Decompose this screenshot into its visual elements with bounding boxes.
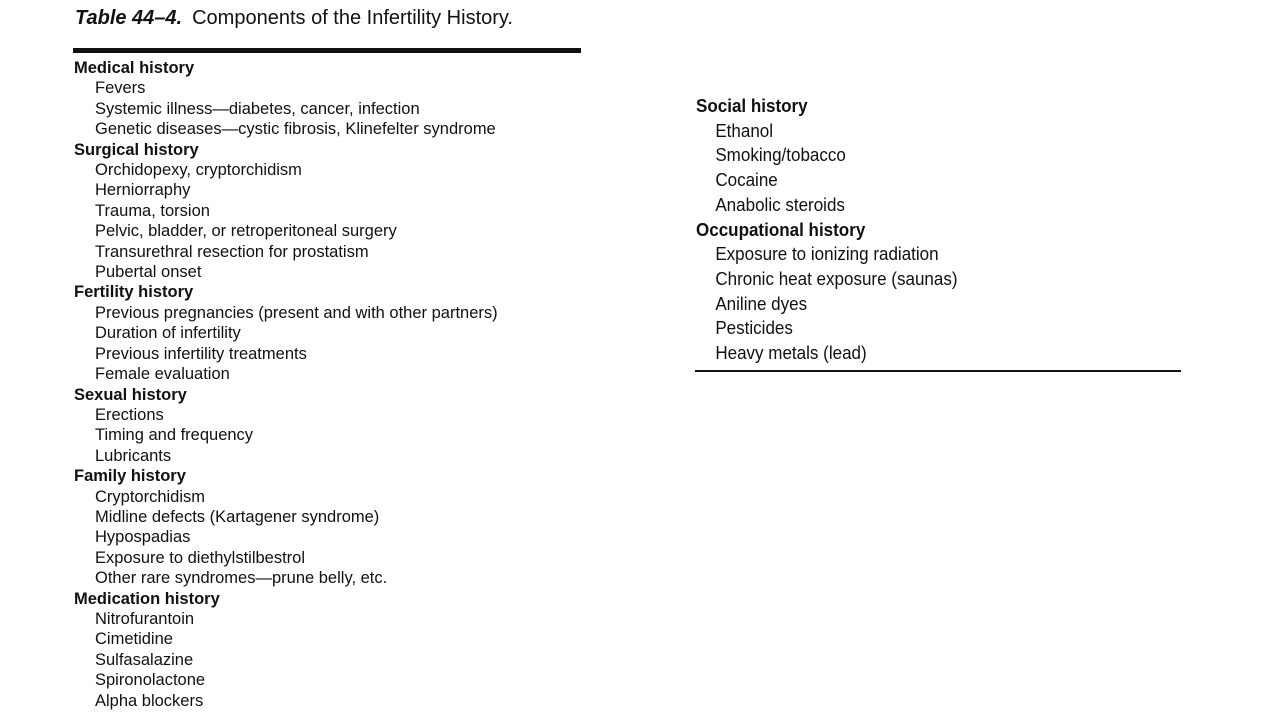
list-item: Systemic illness—diabetes, cancer, infection: [95, 99, 420, 118]
list-item: Pubertal onset: [95, 263, 202, 282]
list-item: Herniorraphy: [95, 181, 191, 200]
left-column: [74, 58, 498, 711]
list-item: Pelvic, bladder, or retroperitoneal surgery: [95, 222, 397, 241]
list-item: Midline defects (Kartagener syndrome): [95, 507, 380, 526]
list-item: Pesticides: [715, 317, 793, 339]
list-item: Female evaluation: [95, 365, 230, 384]
list-item: Timing and frequency: [95, 426, 254, 445]
list-item: Duration of infertility: [95, 324, 241, 343]
list-item: Exposure to ionizing radiation: [715, 243, 939, 265]
list-item: Genetic diseases—cystic fibrosis, Klinefelter syndrome: [95, 120, 496, 139]
list-item: Cryptorchidism: [95, 487, 206, 506]
list-item: Exposure to diethylstilbestrol: [95, 548, 306, 567]
right-column: [696, 94, 958, 366]
list-item: Smoking/tobacco: [715, 144, 846, 166]
section-heading-sexual-history: Sexual history: [74, 385, 187, 404]
list-item: Previous infertility treatments: [95, 344, 307, 363]
section-heading-medical-history: Medical history: [74, 59, 195, 77]
table-title: Components of the Infertility History.: [192, 7, 513, 29]
list-item: Heavy metals (lead): [715, 342, 867, 364]
list-item: Chronic heat exposure (saunas): [715, 267, 958, 289]
section-heading-family-history: Family history: [74, 467, 186, 486]
section-heading-occupational-history: Occupational history: [696, 218, 866, 240]
list-item: Transurethral resection for prostatism: [95, 242, 369, 261]
list-item: Other rare syndromes—prune belly, etc.: [95, 569, 388, 588]
table-bottom-rule: [695, 370, 1181, 372]
section-heading-fertility-history: Fertility history: [74, 283, 194, 302]
list-item: Alpha blockers: [95, 691, 204, 710]
list-item: Fevers: [95, 79, 146, 98]
list-item: Previous pregnancies (present and with other partners): [95, 303, 498, 322]
table-caption: [75, 5, 513, 31]
list-item: Hypospadias: [95, 528, 191, 547]
list-item: Spironolactone: [95, 671, 206, 690]
list-item: Erections: [95, 405, 164, 424]
list-item: Cimetidine: [95, 630, 173, 649]
list-item: Orchidopexy, cryptorchidism: [95, 161, 302, 180]
list-item: Cocaine: [715, 169, 778, 191]
section-heading-medication-history: Medication history: [74, 589, 220, 608]
section-heading-surgical-history: Surgical history: [74, 140, 199, 159]
table-number: Table 44–4.: [75, 7, 183, 29]
list-item: Lubricants: [95, 446, 172, 465]
list-item: Trauma, torsion: [95, 201, 210, 220]
list-item: Sulfasalazine: [95, 650, 194, 669]
list-item: Nitrofurantoin: [95, 609, 195, 628]
table-top-rule: [73, 48, 581, 53]
list-item: Anabolic steroids: [715, 193, 845, 215]
section-heading-social-history: Social history: [696, 95, 808, 116]
list-item: Aniline dyes: [715, 292, 808, 314]
list-item: Ethanol: [715, 119, 774, 141]
